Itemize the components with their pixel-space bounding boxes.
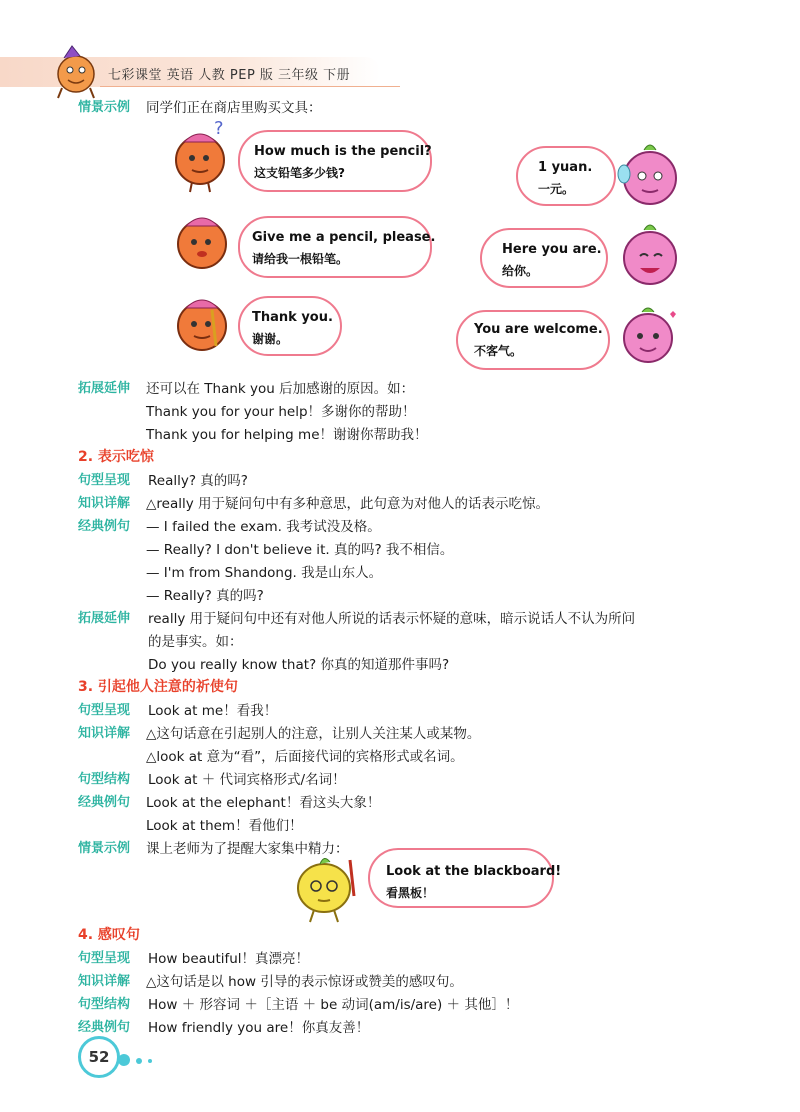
label-pattern-3: 句型呈现 bbox=[78, 703, 131, 718]
bubble-zh: 不客气。 bbox=[474, 344, 523, 358]
section-2-extend-2: Do you really know that? 你真的知道那件事吗? bbox=[148, 657, 450, 673]
bubble-en: How much is the pencil? bbox=[254, 144, 432, 159]
section-4-title: 4. 感叹句 bbox=[78, 927, 140, 943]
section-3-example-0: Look at the elephant！看这头大象！ bbox=[146, 795, 381, 811]
label-structure-3: 句型结构 bbox=[78, 772, 131, 787]
section-2-extend-1: 的是事实。如： bbox=[148, 634, 243, 650]
page-dot-medium bbox=[136, 1058, 142, 1064]
pink-girl-smile-icon bbox=[618, 220, 684, 296]
label-extend-1: 拓展延伸 bbox=[78, 381, 131, 396]
bubble-zh: 谢谢。 bbox=[252, 332, 289, 346]
orange-boy-question-icon bbox=[170, 118, 230, 194]
label-explain-4: 知识详解 bbox=[78, 974, 131, 989]
section-2-example-0: — I failed the exam. 我考试没及格。 bbox=[146, 519, 381, 535]
bubble-zh: 请给我一根铅笔。 bbox=[252, 252, 349, 266]
speech-bubble-one-yuan bbox=[516, 146, 616, 206]
label-extend-2: 拓展延伸 bbox=[78, 611, 131, 626]
extend-1-line-1: Thank you for your help！多谢你的帮助！ bbox=[146, 404, 416, 420]
bubble-en: Here you are. bbox=[502, 242, 602, 257]
section-2-example-1: — Really? I don't believe it. 真的吗? 我不相信。 bbox=[146, 542, 454, 558]
bubble-zh: 给你。 bbox=[502, 264, 539, 278]
orange-boy-icon bbox=[172, 208, 230, 274]
teacher-apple-icon bbox=[290, 850, 362, 924]
page-dot-small bbox=[148, 1059, 152, 1063]
label-pattern-2: 句型呈现 bbox=[78, 473, 131, 488]
speech-bubble-welcome bbox=[456, 310, 610, 370]
svg-text:?: ? bbox=[214, 118, 224, 139]
section-3-explain-1: △look at 意为“看”，后面接代词的宾格形式或名词。 bbox=[146, 749, 464, 765]
page-number: 52 bbox=[78, 1036, 120, 1078]
label-explain-3: 知识详解 bbox=[78, 726, 131, 741]
label-scene-1: 情景示例 bbox=[78, 100, 131, 115]
header-divider bbox=[100, 86, 400, 87]
label-example-4: 经典例句 bbox=[78, 1020, 131, 1035]
bubble-zh: 这支铅笔多少钱? bbox=[254, 166, 345, 180]
section-4-explain: △这句话是以 how 引导的表示惊讶或赞美的感叹句。 bbox=[146, 974, 463, 990]
bubble-en: Give me a pencil, please. bbox=[252, 230, 436, 245]
bubble-zh: 看黑板！ bbox=[386, 886, 435, 900]
section-2-pattern: Really? 真的吗? bbox=[148, 473, 248, 489]
extend-1-line-0: 还可以在 Thank you 后加感谢的原因。如： bbox=[146, 381, 415, 397]
bubble-zh: 一元。 bbox=[538, 182, 575, 196]
label-example-2: 经典例句 bbox=[78, 519, 131, 534]
scene-1-intro: 同学们正在商店里购买文具： bbox=[146, 100, 322, 116]
speech-bubble-blackboard bbox=[368, 848, 562, 908]
bubble-en: You are welcome. bbox=[474, 322, 603, 337]
page-dot-large bbox=[118, 1054, 130, 1066]
section-3-example-1: Look at them！看他们！ bbox=[146, 818, 303, 834]
section-2-title: 2. 表示吃惊 bbox=[78, 449, 154, 465]
speech-bubble-how-much bbox=[238, 130, 432, 192]
section-3-scene: 课上老师为了提醒大家集中精力： bbox=[146, 841, 349, 857]
label-scene-3: 情景示例 bbox=[78, 841, 131, 856]
section-3-pattern: Look at me！看我！ bbox=[148, 703, 278, 719]
section-4-structure: How ＋ 形容词 ＋［主语 ＋ be 动词(am/is/are) ＋ 其他］！ bbox=[148, 997, 519, 1013]
pink-girl-icon bbox=[616, 138, 686, 216]
label-structure-4: 句型结构 bbox=[78, 997, 131, 1012]
orange-boy-thanks-icon bbox=[172, 290, 230, 356]
section-2-example-3: — Really? 真的吗? bbox=[146, 588, 264, 604]
speech-bubble-thank-you bbox=[238, 296, 342, 356]
section-3-title: 3. 引起他人注意的祈使句 bbox=[78, 679, 238, 695]
label-explain-2: 知识详解 bbox=[78, 496, 131, 511]
section-2-example-2: — I'm from Shandong. 我是山东人。 bbox=[146, 565, 383, 581]
bubble-en: Look at the blackboard! bbox=[386, 864, 562, 879]
label-pattern-4: 句型呈现 bbox=[78, 951, 131, 966]
bubble-en: Thank you. bbox=[252, 310, 333, 325]
section-4-example: How friendly you are！你真友善！ bbox=[148, 1020, 370, 1036]
header-title: 七彩课堂 英语 人教 PEP 版 三年级 下册 bbox=[108, 68, 351, 83]
section-4-pattern: How beautiful！真漂亮！ bbox=[148, 951, 310, 967]
section-2-extend-0: really 用于疑问句中还有对他人所说的话表示怀疑的意味，暗示说话人不认为所问 bbox=[148, 611, 636, 627]
section-2-explain: △really 用于疑问句中有多种意思，此句意为对他人的话表示吃惊。 bbox=[146, 496, 549, 512]
header-mascot-icon bbox=[50, 40, 102, 100]
speech-bubble-here-you-are bbox=[480, 228, 608, 288]
label-example-3: 经典例句 bbox=[78, 795, 131, 810]
speech-bubble-give-me bbox=[238, 216, 436, 278]
pink-girl-welcome-icon bbox=[616, 304, 682, 366]
extend-1-line-2: Thank you for helping me！谢谢你帮助我！ bbox=[146, 427, 428, 443]
bubble-en: 1 yuan. bbox=[538, 160, 593, 175]
section-3-structure: Look at ＋ 代词宾格形式/名词！ bbox=[148, 772, 346, 788]
section-3-explain-0: △这句话意在引起别人的注意，让别人关注某人或某物。 bbox=[146, 726, 481, 742]
